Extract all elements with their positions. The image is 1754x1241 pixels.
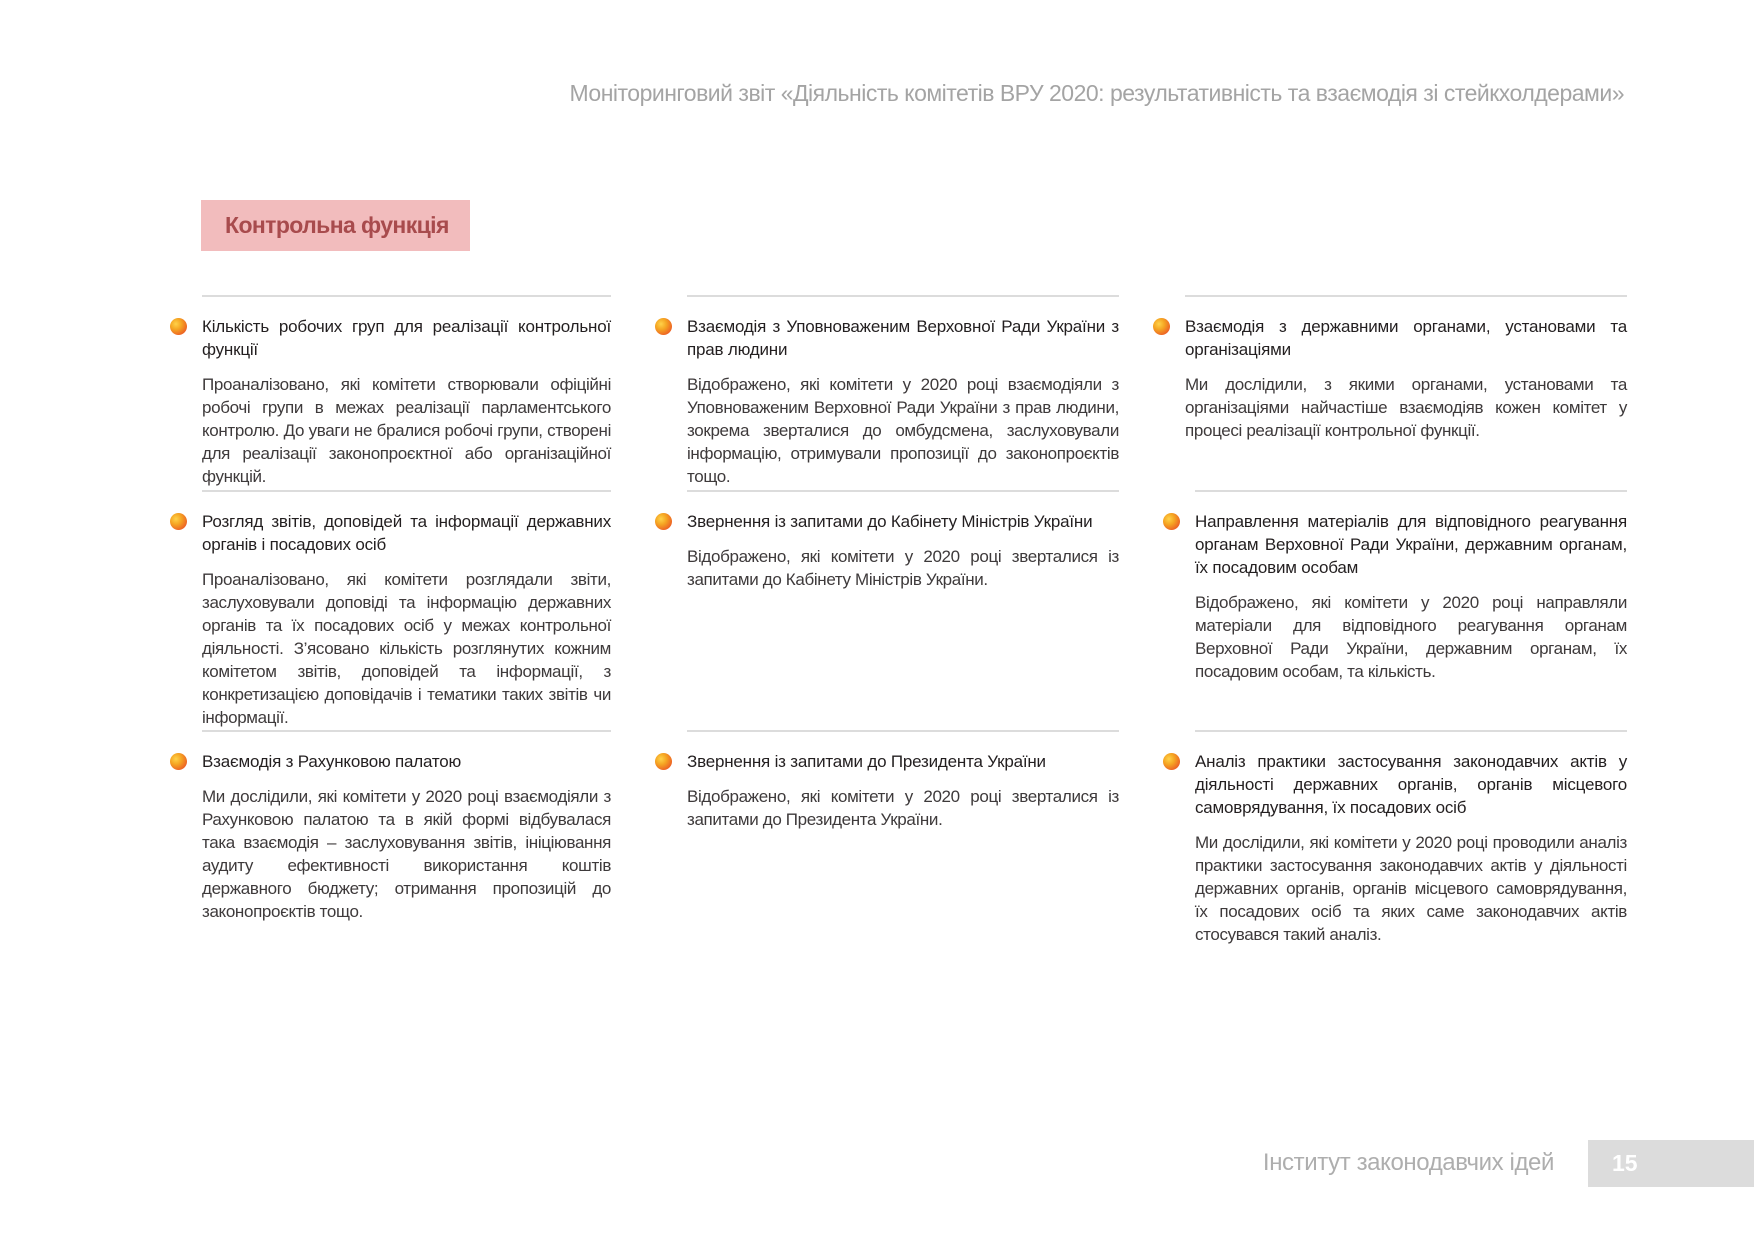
section-tag: Контрольна функція [201, 200, 470, 251]
item-materials-referral [1195, 490, 1627, 683]
divider [202, 490, 611, 492]
orange-bullet-icon [655, 753, 672, 770]
orange-bullet-icon [1153, 318, 1170, 335]
item-state-bodies [1185, 295, 1627, 442]
orange-bullet-icon [655, 318, 672, 335]
orange-bullet-icon [170, 753, 187, 770]
page-number: 15 [1588, 1140, 1754, 1187]
orange-bullet-icon [1163, 513, 1180, 530]
item-reports-review [202, 490, 611, 729]
item-title: Розгляд звітів, доповідей та інформації державних органів і посадових осіб [202, 512, 611, 554]
divider [687, 490, 1119, 492]
orange-bullet-icon [170, 318, 187, 335]
item-body: Проаналізовано, які комітети розглядали звіти, заслуховували доповіді та інформацію державних органів та їх посадових осіб у межах контрольної діяльності. З’ясовано кількість розглянутих кожним комітетом звітів, доповідей та інформації, з конкретизацією доповідачів і тематики таких звітів чи інформації. [202, 570, 611, 727]
divider [202, 295, 611, 297]
item-title: Взаємодія з Уповноваженим Верховної Ради України з прав людини [687, 317, 1119, 359]
item-body: Ми дослідили, які комітети у 2020 році взаємодіяли з Рахунковою палатою та в якій формі відбувалася така взаємодія – заслуховування звітів, ініціювання аудиту ефективності використання коштів державного бюджету; отримання пропозицій до законопроєктів тощо. [202, 787, 611, 921]
item-body: Відображено, які комітети у 2020 році зверталися із запитами до Президента України. [687, 787, 1119, 829]
item-title: Аналіз практики застосування законодавчих актів у діяльності державних органів, органів місцевого самоврядування, їх посадових осіб [1195, 752, 1627, 817]
item-title: Взаємодія з державними органами, установами та організаціями [1185, 317, 1627, 359]
orange-bullet-icon [1163, 753, 1180, 770]
item-ombudsman [687, 295, 1119, 488]
item-body: Відображено, які комітети у 2020 році взаємодіяли з Уповноваженим Верховної Ради України з прав людини, зокрема зверталися до омбудсмена, заслуховували інформацію, отримували пропозиції до законопроєктів тощо. [687, 375, 1119, 486]
page-header-title: Моніторинговий звіт «Діяльність комітетів ВРУ 2020: результативність та взаємодія зі стейкхолдерами» [569, 80, 1624, 106]
item-body: Відображено, які комітети у 2020 році направляли матеріали для відповідного реагування органам Верховної Ради України, державним органам, їх посадовим особам, та кількість. [1195, 593, 1627, 681]
item-body: Відображено, які комітети у 2020 році зверталися із запитами до Кабінету Міністрів України. [687, 547, 1119, 589]
footer-organization: Інститут законодавчих ідей [1262, 1149, 1554, 1176]
item-accounting-chamber [202, 730, 611, 923]
item-president-requests [687, 730, 1119, 831]
item-body: Ми дослідили, які комітети у 2020 році проводили аналіз практики застосування законодавчих актів у діяльності державних органів, органів місцевого самоврядування, їх посадових осіб та яких саме законодавчих актів стосувався такий аналіз. [1195, 833, 1627, 944]
item-title: Направлення матеріалів для відповідного реагування органам Верховної Ради України, державним органам, їх посадовим особам [1195, 512, 1627, 577]
item-working-groups [202, 295, 611, 488]
item-body: Ми дослідили, з якими органами, установами та організаціями найчастіше взаємодіяв кожен комітет у процесі реалізації контрольної функції. [1185, 375, 1627, 440]
item-title: Звернення із запитами до Президента України [687, 752, 1046, 771]
item-title: Кількість робочих груп для реалізації контрольної функції [202, 317, 611, 359]
divider [1195, 490, 1627, 492]
item-cabinet-requests [687, 490, 1119, 591]
item-law-practice-analysis [1195, 730, 1627, 946]
divider [202, 730, 611, 732]
item-title: Звернення із запитами до Кабінету Міністрів України [687, 512, 1093, 531]
orange-bullet-icon [170, 513, 187, 530]
divider [1195, 730, 1627, 732]
divider [687, 295, 1119, 297]
item-body: Проаналізовано, які комітети створювали офіційні робочі групи в межах реалізації парламентського контролю. До уваги не бралися робочі групи, створені для реалізації законопроєктної або організаційної функцій. [202, 375, 611, 486]
divider [687, 730, 1119, 732]
item-title: Взаємодія з Рахунковою палатою [202, 752, 462, 771]
orange-bullet-icon [655, 513, 672, 530]
divider [1185, 295, 1627, 297]
